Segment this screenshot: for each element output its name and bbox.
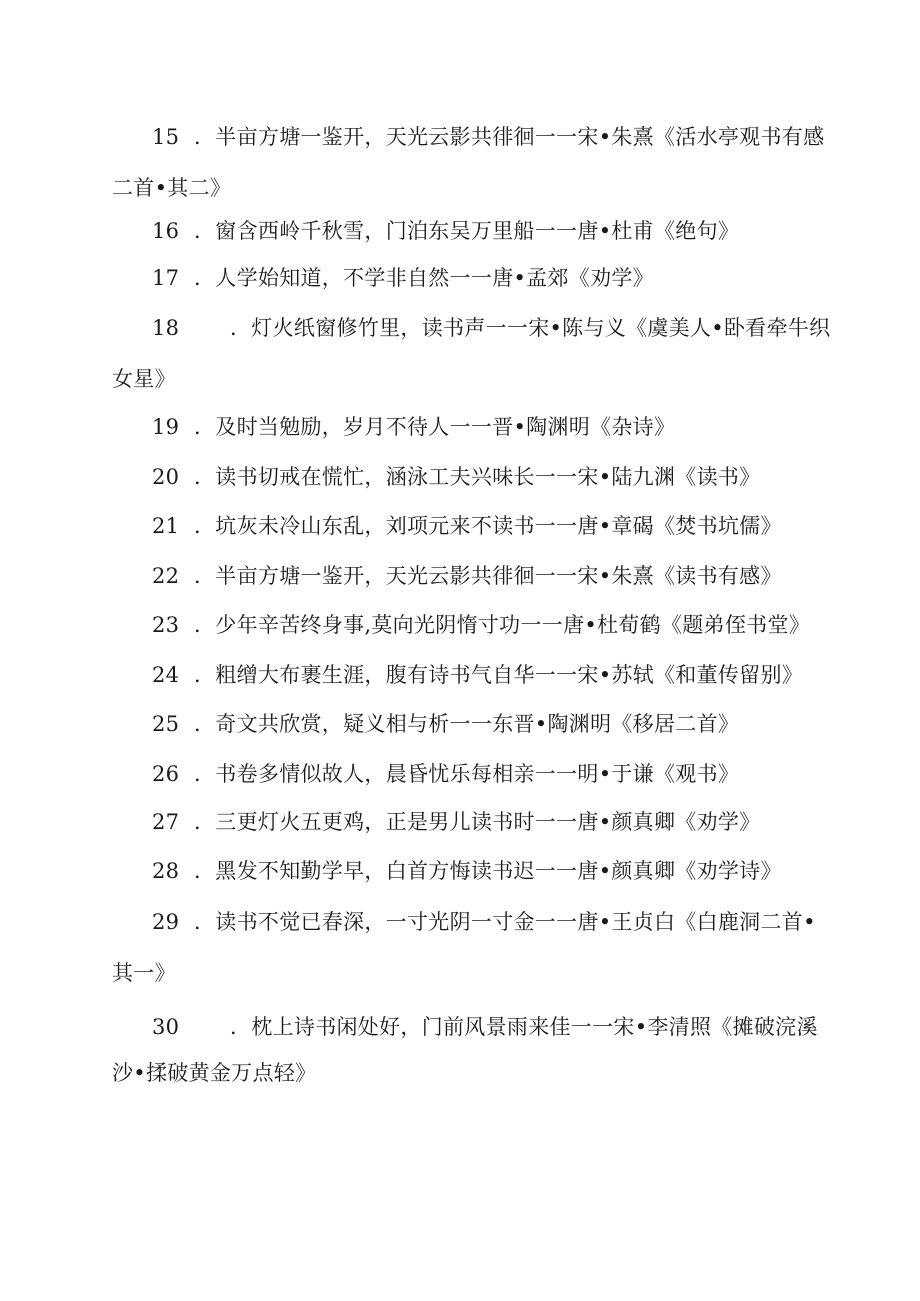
entry-text: ．及时当勉励，岁月不待人一一晋•陶渊明《杂诗》 xyxy=(194,415,676,439)
entry-text: ．坑灰未冷山东乱，刘项元来不读书一一唐•章碣《焚书坑儒》 xyxy=(194,514,782,538)
entry-text: ．半亩方塘一鉴开，天光云影共徘徊一一宋•朱熹《读书有感》 xyxy=(194,564,782,588)
entry-text: ．奇文共欣赏，疑义相与析一一东晋•陶渊明《移居二首》 xyxy=(194,712,740,736)
entry-text: ．人学始知道，不学非自然一一唐•孟郊《劝学》 xyxy=(194,266,654,290)
poem-entry-21 xyxy=(112,514,812,538)
entry-number: 21 xyxy=(152,514,180,538)
poem-entry-27 xyxy=(112,810,812,834)
entry-text: ．读书不觉已春深，一寸光阴一寸金一一唐•王贞白《白鹿洞二首• xyxy=(194,910,816,934)
entry-continuation: 其一》 xyxy=(112,961,176,985)
poem-entry-24 xyxy=(112,663,812,687)
entry-continuation: 二首•其二》 xyxy=(112,176,232,200)
entry-number: 17 xyxy=(152,266,180,290)
entry-text: ．灯火纸窗修竹里，读书声一一宋•陈与义《虞美人•卧看牵牛织 xyxy=(230,316,831,340)
entry-text: ．枕上诗书闲处好，门前风景雨来佳一一宋•李清照《摊破浣溪 xyxy=(230,1015,818,1039)
poem-entry-19 xyxy=(112,415,812,439)
poem-entry-26 xyxy=(112,762,812,786)
entry-text: ．三更灯火五更鸡，正是男儿读书时一一唐•颜真卿《劝学》 xyxy=(194,810,761,834)
entry-number: 18 xyxy=(152,316,180,340)
poem-entry-28 xyxy=(112,859,812,883)
entry-continuation: 沙•揉破黄金万点轻》 xyxy=(112,1061,317,1085)
entry-text: ．书卷多情似故人，晨昏忧乐每相亲一一明•于谦《观书》 xyxy=(194,762,740,786)
poem-entry-30 xyxy=(112,1015,818,1085)
entry-number: 20 xyxy=(152,465,180,489)
entry-number: 24 xyxy=(152,663,180,687)
entry-continuation: 女星》 xyxy=(112,367,176,391)
poem-entry-22 xyxy=(112,564,812,588)
poem-entry-16 xyxy=(112,219,812,243)
entry-number: 16 xyxy=(152,219,180,243)
entry-number: 27 xyxy=(152,810,180,834)
poem-entry-15 xyxy=(112,125,825,200)
entry-text: ．黑发不知勤学早，白首方悔读书迟一一唐•颜真卿《劝学诗》 xyxy=(194,859,782,883)
poem-entry-25 xyxy=(112,712,812,736)
entry-number: 25 xyxy=(152,712,180,736)
poem-entry-23 xyxy=(112,613,812,637)
entry-number: 28 xyxy=(152,859,180,883)
poem-entry-17 xyxy=(112,266,812,290)
poem-entry-20 xyxy=(112,465,812,489)
entry-number: 23 xyxy=(152,613,180,637)
entry-text: ．读书切戒在慌忙，涵泳工夫兴味长一一宋•陆九渊《读书》 xyxy=(194,465,761,489)
entry-text: ．粗缯大布裹生涯，腹有诗书气自华一一宋•苏轼《和董传留别》 xyxy=(194,663,804,687)
entry-number: 30 xyxy=(152,1015,180,1039)
entry-number: 22 xyxy=(152,564,180,588)
poem-entry-29 xyxy=(112,910,816,985)
entry-text: ．窗含西岭千秋雪，门泊东吴万里船一一唐•杜甫《绝句》 xyxy=(194,219,740,243)
entry-number: 26 xyxy=(152,762,180,786)
entry-text: ．少年辛苦终身事,莫向光阴惰寸功一一唐•杜荀鹤《题弟侄书堂》 xyxy=(194,613,811,637)
entry-number: 15 xyxy=(152,125,180,149)
entry-number: 19 xyxy=(152,415,180,439)
poem-entry-18 xyxy=(112,316,831,391)
entry-number: 29 xyxy=(152,910,180,934)
entry-text: ．半亩方塘一鉴开，天光云影共徘徊一一宋•朱熹《活水亭观书有感 xyxy=(194,125,825,149)
